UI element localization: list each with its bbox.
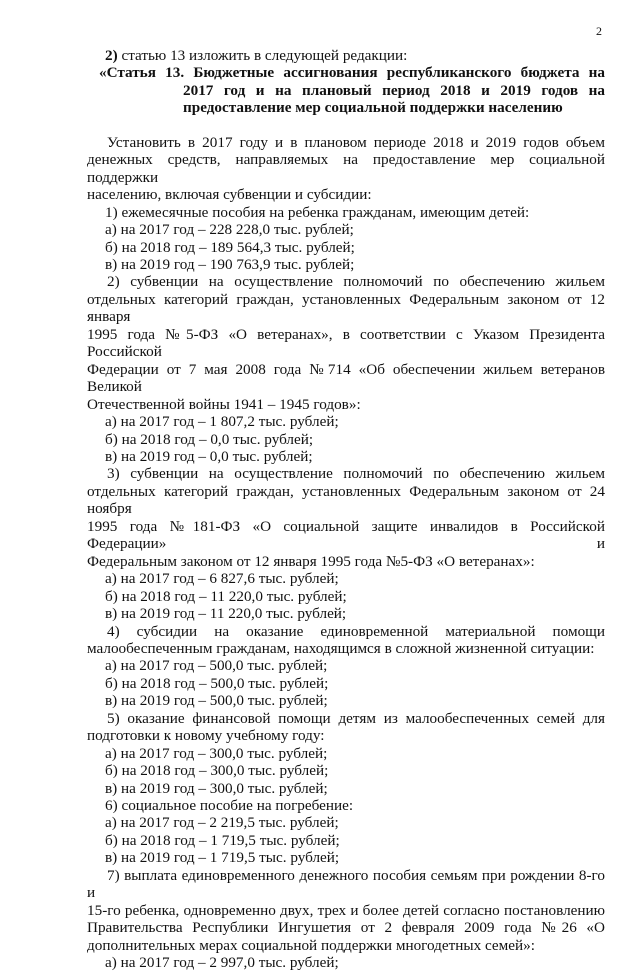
amendment-number: 2) (105, 47, 118, 64)
section-3-line-1: 3) субвенции на осуществление полномочий по обеспечению жильем (107, 465, 605, 483)
section-3-line-3: 1995 года №181-ФЗ «О социальной защите инвалидов в Российской Федерации» и (87, 517, 605, 553)
article-heading-line-2: 2017 год и на плановый период 2018 и 2019 годов на (183, 81, 605, 99)
section-2-item-a: а) на 2017 год – 1 807,2 тыс. рублей; (105, 413, 339, 431)
section-3-line-2: отдельных категорий граждан, установленных Федеральным законом от 24 ноября (87, 482, 605, 518)
section-7-item-a: а) на 2017 год – 2 997,0 тыс. рублей; (105, 954, 339, 972)
section-7-line-3: Правительства Республики Ингушетия от 2 февраля 2009 года №26 «О (87, 919, 605, 937)
section-7-line-2: 15-го ребенка, одновременно двух, трех и более детей согласно постановлению (87, 901, 605, 919)
section-6-item-c: в) на 2019 год – 1 719,5 тыс. рублей; (105, 849, 340, 867)
lead-line-2: денежных средств, направляемых на предоставление мер социальной поддержки (87, 151, 605, 186)
lead-paragraph (87, 134, 605, 204)
section-2-item-b: б) на 2018 год – 0,0 тыс. рублей; (105, 430, 314, 448)
section-4-line-1: 4) субсидии на оказание единовременной материальной помощи (107, 622, 605, 640)
section-6 (87, 797, 605, 867)
lead-line-1: Установить в 2017 году и в плановом периоде 2018 и 2019 годов объем (107, 133, 605, 151)
section-2-line-1: 2) субвенции на осуществление полномочий по обеспечению жильем (107, 273, 605, 291)
spacer (87, 117, 605, 134)
section-1-item-a: а) на 2017 год – 228 228,0 тыс. рублей; (105, 221, 354, 239)
section-3-item-c: в) на 2019 год – 11 220,0 тыс. рублей; (105, 605, 347, 623)
lead-line-3: населению, включая субвенции и субсидии: (87, 186, 372, 204)
section-4-item-c: в) на 2019 год – 500,0 тыс. рублей; (105, 692, 328, 710)
article-heading-line-1: «Статья 13. Бюджетные ассигнования республиканского бюджета на (99, 64, 605, 82)
article-heading (87, 64, 605, 116)
section-4 (87, 623, 605, 710)
section-4-item-a: а) на 2017 год – 500,0 тыс. рублей; (105, 657, 328, 675)
section-2 (87, 273, 605, 465)
section-4-item-b: б) на 2018 год – 500,0 тыс. рублей; (105, 674, 329, 692)
amendment-text: статью 13 изложить в следующей редакции: (117, 47, 408, 64)
section-7-line-4: дополнительных мерах социальной поддержки многодетных семей»: (87, 936, 535, 954)
amendment-intro (87, 47, 605, 64)
document-body (87, 47, 605, 972)
section-2-line-4: Федерации от 7 мая 2008 года №714 «Об обеспечении жильем ветеранов Великой (87, 360, 605, 396)
section-2-item-c: в) на 2019 год – 0,0 тыс. рублей; (105, 447, 313, 465)
section-5 (87, 710, 605, 797)
section-6-item-a: а) на 2017 год – 2 219,5 тыс. рублей; (105, 814, 339, 832)
section-3-line-4: Федеральным законом от 12 января 1995 года №5-ФЗ «О ветеранах»: (87, 552, 535, 570)
section-3-item-a: а) на 2017 год – 6 827,6 тыс. рублей; (105, 570, 339, 588)
section-2-line-3: 1995 года №5-ФЗ «О ветеранах», в соответствии с Указом Президента Российской (87, 325, 605, 361)
page-number: 2 (596, 24, 602, 38)
section-7-line-1: 7) выплата единовременного денежного пособия семьям при рождении 8-го и (87, 866, 605, 902)
article-heading-line-3: предоставление мер социальной поддержки населению (183, 99, 563, 117)
section-5-line-2: подготовки к новому учебному году: (87, 727, 325, 745)
section-7 (87, 867, 605, 972)
section-4-line-2: малообеспеченным гражданам, находящимся в сложной жизненной ситуации: (87, 639, 595, 657)
section-3-item-b: б) на 2018 год – 11 220,0 тыс. рублей; (105, 587, 347, 605)
section-5-line-1: 5) оказание финансовой помощи детям из малообеспеченных семей для (107, 709, 605, 727)
section-3 (87, 465, 605, 622)
section-5-item-c: в) на 2019 год – 300,0 тыс. рублей; (105, 779, 328, 797)
section-6-title: 6) социальное пособие на погребение: (105, 797, 354, 815)
section-1-item-c: в) на 2019 год – 190 763,9 тыс. рублей; (105, 255, 355, 273)
section-1-title: 1) ежемесячные пособия на ребенка гражданам, имеющим детей: (105, 203, 530, 221)
section-1 (87, 204, 605, 274)
section-2-line-2: отдельных категорий граждан, установленных Федеральным законом от 12 января (87, 290, 605, 326)
section-1-item-b: б) на 2018 год – 189 564,3 тыс. рублей; (105, 238, 355, 256)
section-6-item-b: б) на 2018 год – 1 719,5 тыс. рублей; (105, 831, 340, 849)
section-5-item-b: б) на 2018 год – 300,0 тыс. рублей; (105, 762, 329, 780)
section-5-item-a: а) на 2017 год – 300,0 тыс. рублей; (105, 744, 328, 762)
section-2-line-5: Отечественной войны 1941 – 1945 годов»: (87, 395, 361, 413)
